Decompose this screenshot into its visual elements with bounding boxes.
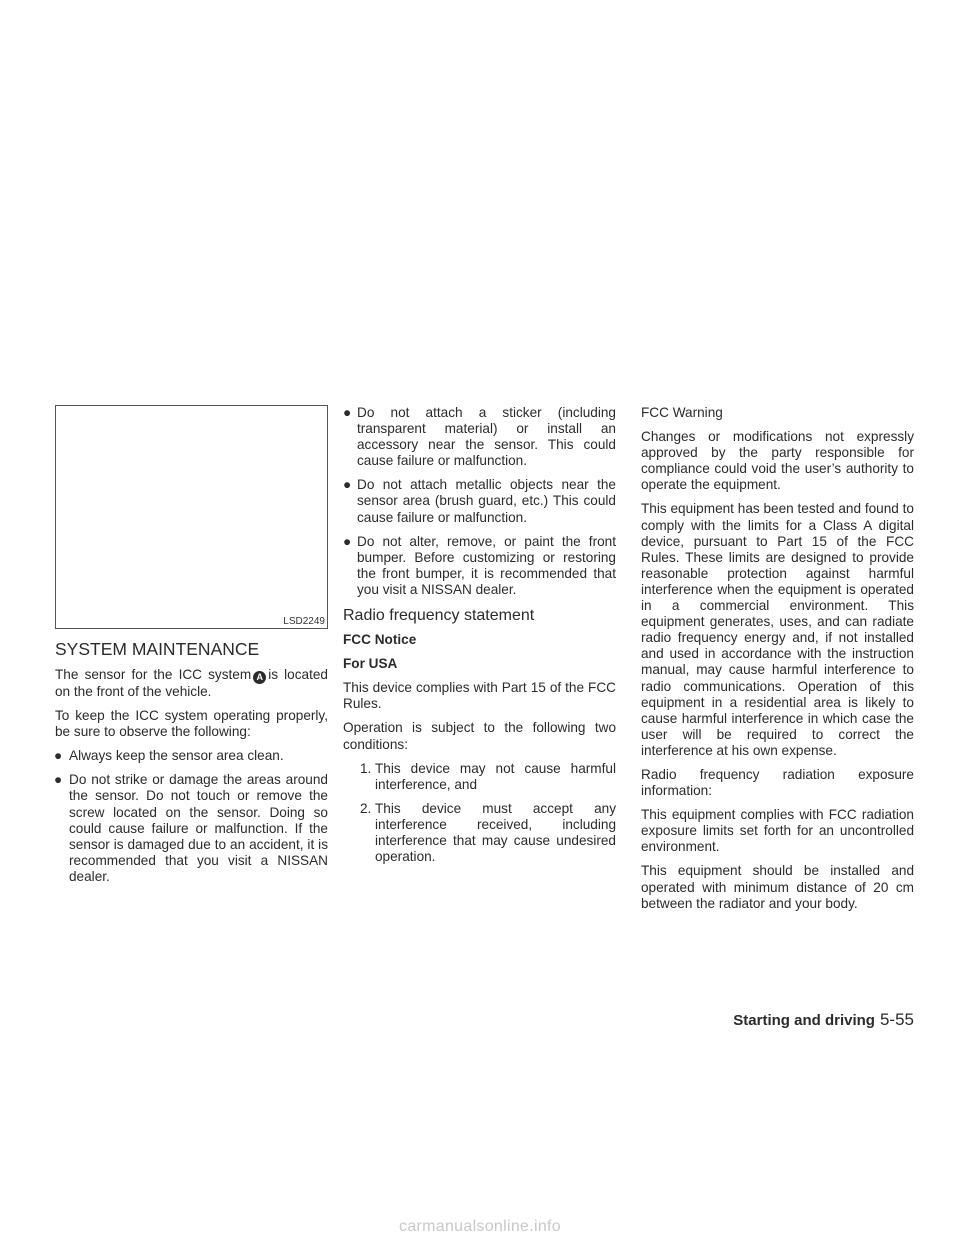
paragraph-part15: This device complies with Part 15 of the FCC Rules. — [343, 680, 616, 712]
paragraph-class-a: This equipment has been tested and found to comply with the limits for a Class A digital device, pursuant to Part 15 of the FCC Rules. These limits are designed to provide reasonable protection against harmful interference when the equipment is operated in a commercial environment. This equipment generates, uses, and can radiate radio frequency energy and, if not installed and used in accordance with the instruction manual, may cause harmful interference to radio communications. Operation of this equipment in a residential area is likely to cause harmful interference in which case the user will be required to correct the interference at his own expense. — [641, 501, 914, 758]
fcc-warning-heading: FCC Warning — [641, 405, 723, 420]
maintenance-list-part1 — [40, 748, 328, 885]
list-item: 2. This device must accept any interference received, including interference that may cause undesired operation. — [360, 800, 616, 865]
bullet-icon: ● — [343, 477, 352, 493]
list-item: ● Always keep the sensor area clean. — [54, 748, 284, 764]
paragraph-observe: To keep the ICC system operating properly, be sure to observe the following: — [55, 708, 328, 740]
watermark: carmanualsonline.info — [399, 1218, 561, 1235]
sensor-figure — [55, 405, 328, 629]
page-number: 5-55 — [879, 1010, 914, 1029]
callout-a-icon: A — [253, 671, 266, 684]
column-right — [641, 405, 914, 920]
list-item: ● Do not alter, remove, or paint the front bumper. Before customizing or restoring the front bumper, it is recommended that you visit a NISSAN dealer. — [343, 533, 616, 597]
paragraph-distance: This equipment should be installed and operated with minimum distance of 20 cm between the radiator and your body. — [641, 863, 914, 911]
list-item: ● Do not strike or damage the areas around the sensor. Do not touch or remove the screw located on the sensor. Doing so could cause failure or malfunction. If the sensor is damaged due to an accident, it is recommended that you visit a NISSAN dealer. — [54, 772, 328, 884]
section-heading-system-maintenance: SYSTEM MAINTENANCE — [55, 639, 260, 659]
bullet-icon: ● — [343, 533, 352, 549]
column-left — [40, 405, 328, 893]
list-item: 1. This device may not cause harmful interference, and — [360, 760, 616, 792]
figure-id: LSD2249 — [283, 616, 325, 627]
bullet-icon: ● — [54, 772, 63, 788]
paragraph-exposure-info: Radio frequency radiation exposure information: — [641, 766, 914, 799]
page-footer — [733, 1011, 914, 1030]
list-item: ● Do not attach a sticker (including transparent material) or install an accessory near the sensor. This could cause failure or malfunction. — [343, 405, 616, 469]
paragraph-changes: Changes or modifications not expressly approved by the party responsible for compliance could void the user’s authority to operate the equipment. — [641, 429, 914, 493]
bullet-icon: ● — [54, 748, 63, 764]
section-heading-radio: Radio frequency statement — [343, 607, 535, 625]
paragraph-conditions: Operation is subject to the following two conditions: — [343, 720, 616, 752]
chapter-title: Starting and driving — [733, 1012, 875, 1029]
column-middle — [343, 405, 616, 873]
fcc-notice-heading: FCC Notice — [343, 632, 417, 648]
paragraph-exposure-limits: This equipment complies with FCC radiation exposure limits set forth for an uncontrolled environment. — [641, 807, 914, 855]
conditions-list — [343, 761, 616, 866]
maintenance-list-part2 — [343, 405, 616, 598]
for-usa-heading: For USA — [343, 656, 398, 672]
list-item: ● Do not attach metallic objects near the sensor area (brush guard, etc.) This could cause failure or malfunction. — [343, 477, 616, 525]
bullet-icon: ● — [343, 405, 352, 420]
paragraph-sensor-location: The sensor for the ICC system A is located on the front of the vehicle. — [55, 667, 328, 699]
